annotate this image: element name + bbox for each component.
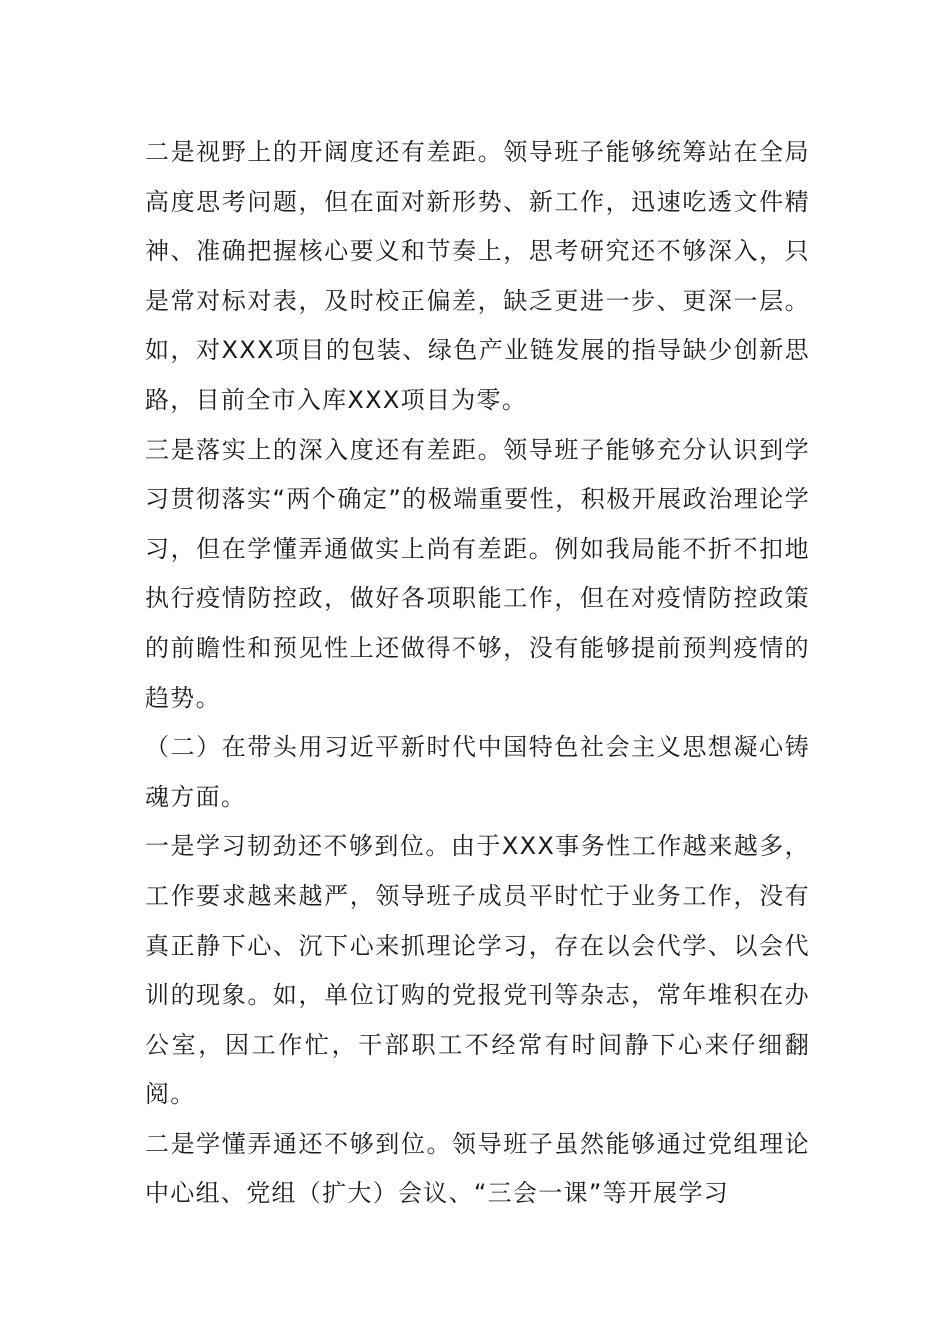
paragraph-implementation-gap: 三是落实上的深入度还有差距。领导班子能够充分认识到学习贯彻落实“两个确定”的极端重要性，积极开展政治理论学习，但在学懂弄通做实上尚有差距。例如我局能不折不扣地执行疫情防控政，做好各项职能工作，但在对疫情防控政策的前瞻性和预见性上还做得不够，没有能够提前预判疫情的趋势。 <box>145 435 810 712</box>
section-heading-2: （二）在带头用习近平新时代中国特色社会主义思想凝心铸魂方面。 <box>145 733 810 811</box>
paragraph-vision-gap: 二是视野上的开阔度还有差距。领导班子能够统筹站在全局高度思考问题，但在面对新形势、新工作，迅速吃透文件精神、准确把握核心要义和节奏上，思考研究还不够深入，只是常对标对表，及时校正偏差，缺乏更进一步、更深一层。如，对XXX项目的包装、绿色产业链发展的指导缺少创新思路，目前全市入库XXX项目为零。 <box>145 138 810 414</box>
document-body <box>145 128 810 1219</box>
paragraph-study-tenacity: 一是学习韧劲还不够到位。由于XXX事务性工作越来越多，工作要求越来越严，领导班子成员平时忙于业务工作，没有真正静下心、沉下心来抓理论学习，存在以会代学、以会代训的现象。如，单位订购的党报党刊等杂志，常年堆积在办公室，因工作忙，干部职工不经常有时间静下心来仔细翻阅。 <box>145 832 810 1109</box>
paragraph-study-understanding: 二是学懂弄通还不够到位。领导班子虽然能够通过党组理论中心组、党组（扩大）会议、“三会一课”等开展学习 <box>145 1129 810 1208</box>
